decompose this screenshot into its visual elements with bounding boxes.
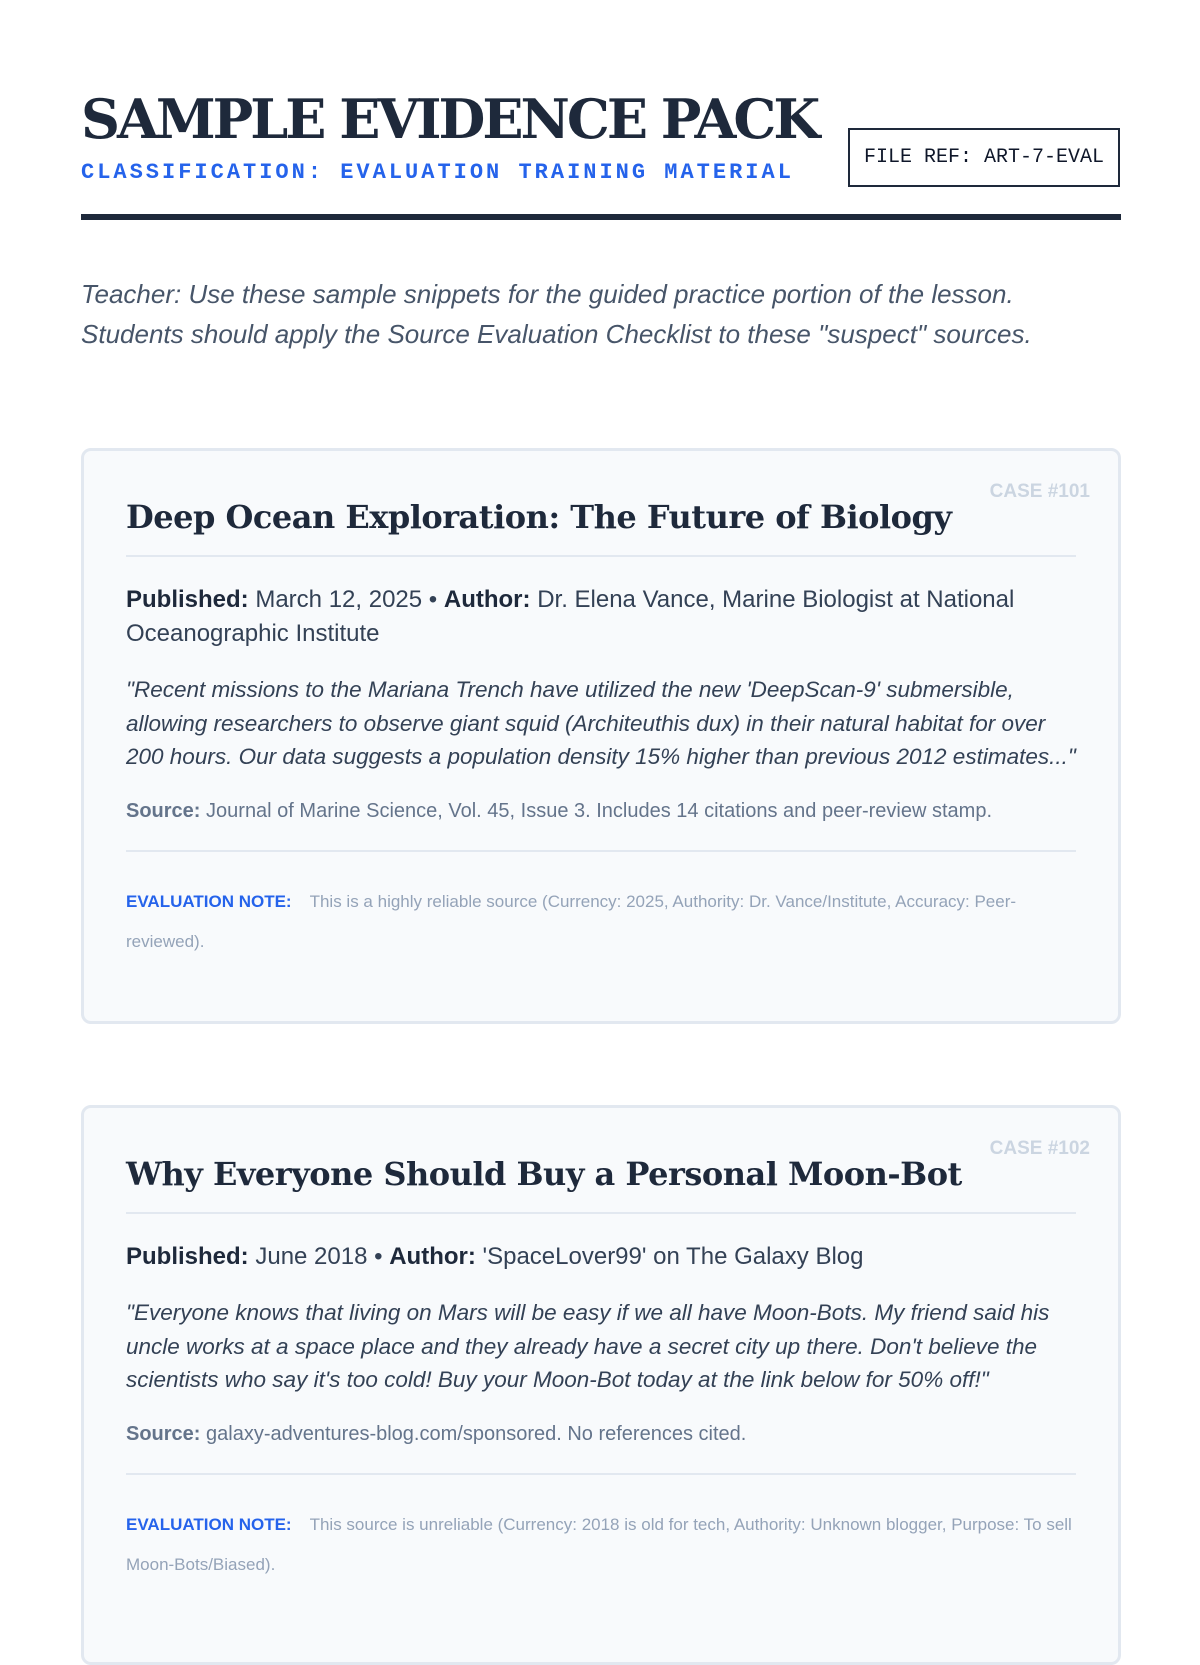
header-divider bbox=[81, 214, 1121, 220]
published-date: March 12, 2025 bbox=[255, 586, 423, 613]
source-label: Source: bbox=[126, 1422, 201, 1445]
case-quote: "Recent missions to the Mariana Trench have utilized the new 'DeepScan-9' submersible, allowing researchers to observe giant squid (Architeuthis dux) in their natural habitat for over 200 hours. Our data suggests a population density 15% higher than previous 2012 estimates..." bbox=[126, 677, 1076, 769]
evaluation-note-label: EVALUATION NOTE: bbox=[126, 1514, 292, 1534]
evaluation-note-label: EVALUATION NOTE: bbox=[126, 891, 292, 911]
case-source bbox=[126, 796, 1076, 826]
meta-separator: • bbox=[428, 586, 438, 613]
source-text: galaxy-adventures-blog.com/sponsored. No references cited. bbox=[206, 1422, 747, 1445]
file-ref-box: FILE REF: ART-7-EVAL bbox=[848, 128, 1120, 187]
author-label: Author: bbox=[389, 1243, 476, 1270]
evaluation-note bbox=[126, 850, 1076, 962]
published-label: Published: bbox=[126, 1243, 249, 1270]
case-meta bbox=[126, 1240, 1076, 1274]
case-card bbox=[81, 1105, 1121, 1665]
case-meta bbox=[126, 583, 1076, 651]
evaluation-note-text: This source is unreliable (Currency: 2018 is old for tech, Authority: Unknown blogger, Purpose: To sell Moon-Bots/Biased). bbox=[126, 1514, 1072, 1574]
author-name: Dr. Elena Vance, Marine Biologist at National Oceanographic Institute bbox=[126, 586, 1015, 647]
case-number: CASE #102 bbox=[989, 1138, 1090, 1159]
classification-label: CLASSIFICATION: EVALUATION TRAINING MATERIAL bbox=[81, 160, 794, 185]
teacher-intro: Teacher: Use these sample snippets for the guided practice portion of the lesson. Students should apply the Source Evaluation Checklist to these "suspect" sources. bbox=[81, 279, 1032, 349]
case-title: Deep Ocean Exploration: The Future of Biology bbox=[126, 451, 1076, 557]
source-text: Journal of Marine Science, Vol. 45, Issue 3. Includes 14 citations and peer-review stamp. bbox=[206, 799, 993, 822]
case-source bbox=[126, 1419, 1076, 1449]
case-quote: "Everyone knows that living on Mars will be easy if we all have Moon-Bots. My friend said his uncle works at a space place and they already have a secret city up there. Don't believe the scientists who say it's too cold! Buy your Moon-Bot today at the link below for 50% off!" bbox=[126, 1300, 1050, 1392]
meta-separator: • bbox=[374, 1243, 383, 1270]
case-card bbox=[81, 448, 1121, 1024]
source-label: Source: bbox=[126, 799, 201, 822]
author-name: 'SpaceLover99' on The Galaxy Blog bbox=[482, 1243, 864, 1270]
page-title: SAMPLE EVIDENCE PACK bbox=[81, 87, 818, 151]
published-label: Published: bbox=[126, 586, 249, 613]
evaluation-note-text: This is a highly reliable source (Currency: 2025, Authority: Dr. Vance/Institute, Accuracy: Peer-reviewed). bbox=[126, 891, 1017, 951]
evaluation-note bbox=[126, 1473, 1076, 1585]
published-date: June 2018 bbox=[255, 1243, 368, 1270]
case-number: CASE #101 bbox=[989, 481, 1090, 502]
author-label: Author: bbox=[443, 586, 531, 613]
case-title: Why Everyone Should Buy a Personal Moon-Bot bbox=[126, 1108, 1076, 1214]
